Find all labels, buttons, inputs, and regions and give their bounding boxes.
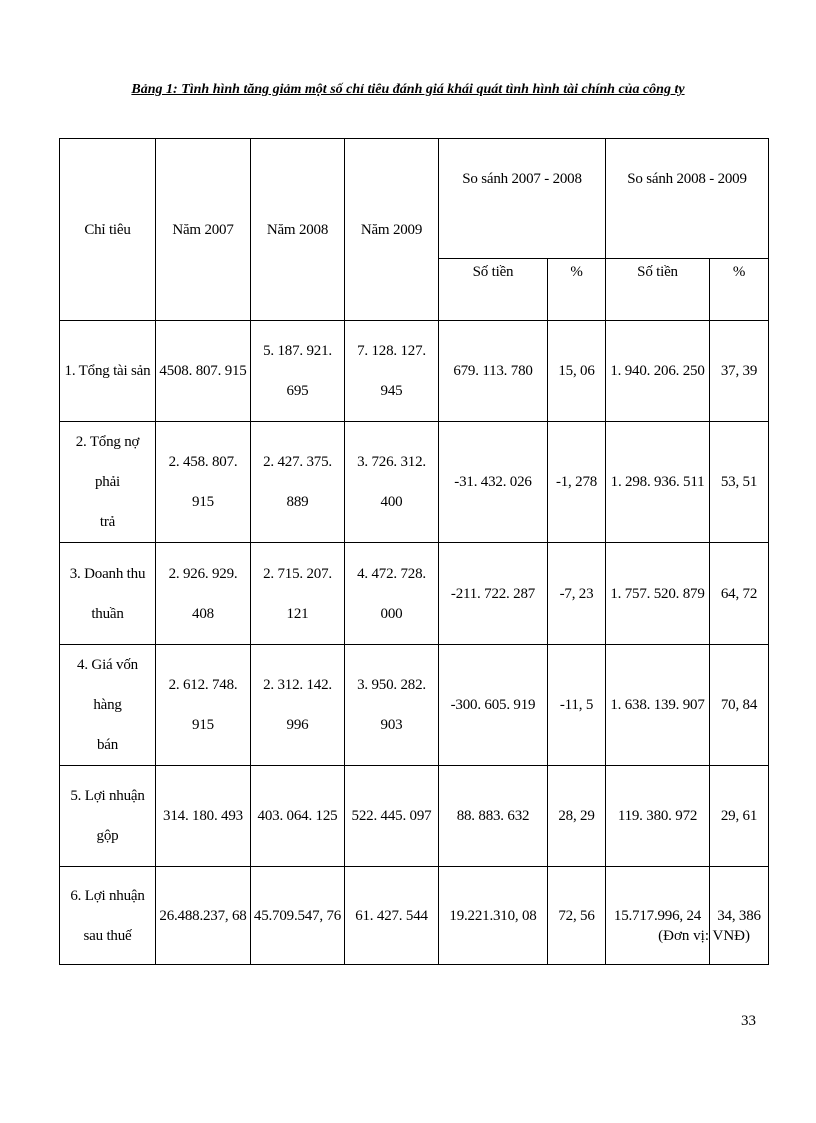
percent-0708-text: 28, 29 [558,808,595,824]
percent-0809-text: 37, 39 [720,363,758,379]
value-2009-line: 400 [380,494,403,510]
value-2009-line: 522. 445. 097 [351,808,432,824]
header-so-sanh-2008-2009: So sánh 2008 - 2009 [606,139,769,259]
percent-0809-cell [710,645,769,766]
table-row [60,543,769,645]
percent-0708-text: -11, 5 [559,697,594,713]
percent-0809-cell [710,422,769,543]
value-2007-line: 314. 180. 493 [163,808,243,824]
row-label-line: 5. Lợi nhuận [70,788,145,804]
percent-0708-cell [548,645,606,766]
value-2009-cell [345,321,439,422]
row-label-line: thuần [91,605,124,622]
header-nam-2007: Năm 2007 [156,139,251,321]
so-tien-0809-text: 15.717.996, 24 [613,907,702,924]
so-tien-0809-cell [606,543,710,645]
so-tien-0708-text: 679. 113. 780 [453,363,533,379]
value-2008-cell [251,645,345,766]
percent-0809-cell [710,543,769,645]
value-2008-line: 403. 064. 125 [257,808,338,824]
value-2009-line: 3. 726. 312. [357,454,426,470]
value-2009-line: 945 [380,383,403,399]
value-2009-cell [345,766,439,867]
so-tien-0809-text: 1. 638. 139. 907 [610,697,705,713]
row-label-cell [60,422,156,543]
so-tien-0809-cell [606,645,710,766]
value-2007-cell [156,422,251,543]
value-2009-cell [345,645,439,766]
row-label-cell [60,766,156,867]
value-2009-cell [345,543,439,645]
so-tien-0708-text: -211. 722. 287 [450,585,536,602]
unit-note: (Đơn vị: VNĐ) [658,928,750,944]
row-label-line: sau thuế [83,927,132,944]
so-tien-0809-cell [606,321,710,422]
so-tien-0708-text: 88. 883. 632 [456,808,530,824]
percent-0809-text: 53, 51 [720,474,758,490]
value-2008-cell [251,867,345,965]
percent-0809-text: 29, 61 [720,808,758,824]
value-2007-cell [156,321,251,422]
header-so-tien-0708: Số tiền [439,259,548,321]
percent-0708-cell [548,422,606,543]
value-2007-cell [156,867,251,965]
percent-0708-cell [548,543,606,645]
table-title: Bảng 1: Tình hình tăng giảm một số chỉ tiêu đánh giá khái quát tình hình tài chính của công ty [131,82,685,97]
so-tien-0809-text: 119. 380. 972 [617,808,698,824]
value-2008-cell [251,422,345,543]
header-nam-2008: Năm 2008 [251,139,345,321]
value-2008-cell [251,766,345,867]
so-tien-0708-cell [439,422,548,543]
percent-0708-cell [548,867,606,965]
row-label-cell [60,645,156,766]
value-2008-cell [251,543,345,645]
percent-0708-text: 72, 56 [558,907,595,924]
percent-0708-text: -1, 278 [555,474,598,490]
value-2007-line: 915 [192,494,214,510]
value-2009-line: 3. 950. 282. [357,677,426,693]
so-tien-0708-cell [439,766,548,867]
so-tien-0809-text: 1. 757. 520. 879 [610,585,705,602]
percent-0708-cell [548,321,606,422]
financial-table [59,138,769,965]
header-chi-tieu: Chỉ tiêu [60,139,156,321]
value-2007-cell [156,766,251,867]
table-row [60,321,769,422]
table-row [60,645,769,766]
value-2008-line: 45.709.547, 76 [253,907,342,924]
percent-0708-text: 15, 06 [558,363,595,379]
row-label-line: trả [99,514,116,530]
so-tien-0809-text: 1. 940. 206. 250 [610,363,705,379]
header-so-sanh-2007-2008: So sánh 2007 - 2008 [439,139,606,259]
so-tien-0809-cell [606,867,710,965]
row-label-cell [60,321,156,422]
percent-0809-cell [710,321,769,422]
row-label-line: gộp [96,828,119,844]
percent-0708-text: -7, 23 [559,585,594,602]
row-label-line: 1. Tổng tài sản [64,363,151,379]
value-2009-line: 4. 472. 728. [357,565,426,582]
value-2007-line: 2. 458. 807. [168,454,238,470]
so-tien-0809-text: 1. 298. 936. 511 [610,474,705,490]
value-2009-line: 61. 427. 544 [355,907,428,924]
value-2008-cell [251,321,345,422]
so-tien-0809-cell [606,766,710,867]
table-row [60,867,769,965]
so-tien-0708-cell [439,645,548,766]
value-2008-line: 2. 715. 207. [263,565,332,582]
value-2008-line: 5. 187. 921. [263,343,332,359]
value-2007-line: 4508. 807. 915 [159,363,247,379]
row-label-line: 3. Doanh thu [69,565,146,582]
value-2007-line: 2. 612. 748. [168,677,238,693]
row-label-line: 4. Giá vốn hàng [77,657,138,713]
row-label-cell [60,867,156,965]
value-2008-line: 121 [286,605,309,622]
so-tien-0708-text: 19.221.310, 08 [449,907,537,924]
table-row [60,766,769,867]
value-2008-line: 889 [286,494,309,510]
value-2007-cell [156,645,251,766]
row-label-line: 2. Tổng nợ phải [75,434,140,490]
row-label-cell [60,543,156,645]
percent-0809-text: 34, 386 [717,907,761,924]
value-2009-cell [345,867,439,965]
percent-0809-text: 70, 84 [720,697,758,713]
value-2007-line: 915 [192,717,214,733]
value-2007-line: 408 [192,605,214,622]
header-percent-0809: % [710,259,769,321]
so-tien-0809-cell [606,422,710,543]
percent-0809-cell [710,766,769,867]
value-2007-line: 2. 926. 929. [168,565,238,582]
value-2007-line: 26.488.237, 68 [159,907,247,924]
value-2009-line: 000 [380,605,403,622]
value-2007-cell [156,543,251,645]
percent-0708-cell [548,766,606,867]
header-so-tien-0809: Số tiền [606,259,710,321]
page-number: 33 [741,1013,756,1029]
header-percent-0708: % [548,259,606,321]
value-2008-line: 695 [286,383,309,399]
table-row [60,422,769,543]
percent-0809-cell [710,867,769,965]
value-2008-line: 2. 427. 375. [263,454,332,470]
so-tien-0708-cell [439,543,548,645]
row-label-line: bán [96,737,119,753]
value-2008-line: 2. 312. 142. [263,677,332,693]
value-2009-line: 903 [380,717,403,733]
so-tien-0708-text: -31. 432. 026 [454,474,532,490]
header-nam-2009: Năm 2009 [345,139,439,321]
so-tien-0708-text: -300. 605. 919 [450,697,536,713]
row-label-line: 6. Lợi nhuận [70,887,145,904]
value-2008-line: 996 [286,717,309,733]
so-tien-0708-cell [439,867,548,965]
value-2009-line: 7. 128. 127. [357,343,426,359]
percent-0809-text: 64, 72 [720,585,758,602]
so-tien-0708-cell [439,321,548,422]
value-2009-cell [345,422,439,543]
